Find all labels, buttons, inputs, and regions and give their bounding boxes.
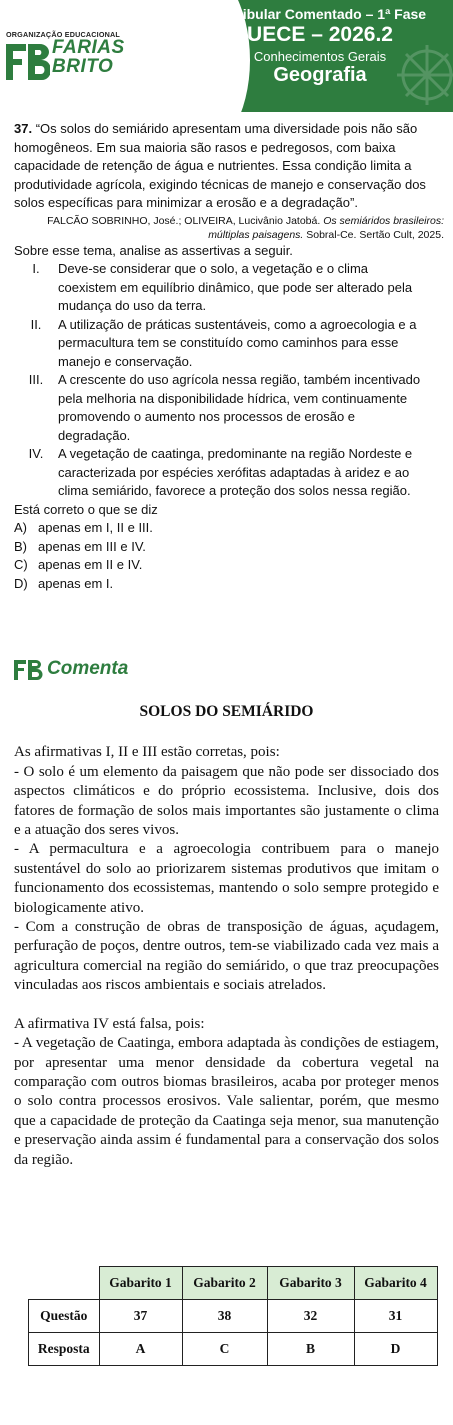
option-letter: B) <box>14 538 27 554</box>
assertion-text: A crescente do uso agrícola nessa região, também incentivado pela melhoria na disponibilidade hídrica, vem continuamente promovendo o aumento nos processos de erosão e degradação. <box>58 372 421 443</box>
table-header-row <box>29 1267 438 1300</box>
assertion-text: A vegetação de caatinga, predominante na região Nordeste e caracterizada por espécies xerófitas adaptadas à aridez e ao clima semiárido, favorece a proteção dos solos nessa região. <box>58 446 413 498</box>
logo-word-farias: FARIAS <box>52 37 125 58</box>
assertion-item <box>14 316 444 372</box>
citation-title: Os semiáridos brasileiros: múltiplas paisagens. <box>208 214 444 241</box>
citation-authors: FALCÃO SOBRINHO, José.; OLIVEIRA, Lucivânio Jatobá. <box>47 214 321 227</box>
header-titles <box>190 4 450 87</box>
page-header <box>0 0 453 112</box>
citation-publisher: Sobral-Ce. Sertão Cult, 2025. <box>306 228 444 241</box>
commentary-paragraph: - A vegetação de Caatinga, embora adaptada às condições de estiagem, por apresentar uma menor densidade da cobertura vegetal na comparação com outros biomas brasileiros, acaba por proteger menos o solo contra processos erosivos. Vale salientar, porém, que mesmo que a capacidade de proteção da Caatinga seja menor, sua manutenção e preservação ainda assim é fundamental para a conservação dos solos da região. <box>14 1035 439 1168</box>
answer-option-a <box>14 519 444 538</box>
option-letter: D) <box>14 575 28 591</box>
table-cell: 32 <box>267 1300 354 1333</box>
assertion-number: II. <box>30 316 42 332</box>
option-text: apenas em I, II e III. <box>38 520 153 535</box>
question-number: 37. <box>14 121 33 136</box>
commentary-paragraph: A afirmativa IV está falsa, pois: <box>14 1015 205 1032</box>
citation <box>14 214 444 242</box>
table-row <box>29 1333 438 1366</box>
fb-logo-icon <box>6 40 50 84</box>
option-letter: A) <box>14 520 27 535</box>
table-corner-cell <box>29 1267 100 1300</box>
assertion-item <box>14 260 444 316</box>
assertion-text: Deve-se considerar que o solo, a vegetação e o clima coexistem em equilíbrio dinâmico, que pode ser alterado pela mudança do uso da terra. <box>58 261 413 313</box>
assertion-number: IV. <box>28 446 44 461</box>
comenta-label: Comenta <box>47 658 129 679</box>
table-header-cell: Gabarito 4 <box>354 1267 437 1300</box>
table-cell: 38 <box>182 1300 267 1333</box>
table-header-cell: Gabarito 1 <box>99 1267 182 1300</box>
table-header-cell: Gabarito 2 <box>182 1267 267 1300</box>
commentary-paragraph: - A permacultura e a agroecologia contribuem para o manejo sustentável do solo ao priorizarem sistemas produtivos que imitam o funcionamento dos ecossistemas, mantendo o solo sempre protegido e biologicamente ativo. <box>14 841 439 916</box>
comenta-heading <box>14 658 214 682</box>
assertion-text: A utilização de práticas sustentáveis, como a agroecologia e a permacultura tem se constituído como caminhos para esse manejo e conservação. <box>58 316 417 369</box>
commentary-paragraph: - Com a construção de obras de transposição de águas, açudagem, perfuração de poços, dentre outros, tem-se viabilizado cada vez mais a agricultura comercial na região do semiárido, o que traz preocupações vinculadas aos riscos ambientais e sociais atrelados. <box>14 919 439 994</box>
subject-title: Geografia <box>273 64 367 86</box>
assertion-list <box>14 260 444 501</box>
table-cell: B <box>267 1333 354 1366</box>
answer-options <box>14 519 444 593</box>
table-row-label: Questão <box>29 1300 100 1333</box>
table-row <box>29 1300 438 1333</box>
assertion-item <box>14 445 444 501</box>
exam-name: Vestibular Comentado – 1ª Fase <box>213 6 427 22</box>
question-prompt: Sobre esse tema, analise as assertivas a seguir. <box>14 242 293 258</box>
logo-word-brito: BRITO <box>52 56 114 77</box>
farias-brito-logo <box>6 30 176 90</box>
commentary-paragraph: - O solo é um elemento da paisagem que não pode ser dissociado dos aspectos climáticos e do próprio ecossistema. Inclusive, dois dos fatores de formação de solos mais importantes são justamente o clima e a atuação dos seres vivos. <box>14 763 439 839</box>
paragraph-spacer <box>14 996 439 1015</box>
question-text <box>14 120 444 213</box>
answer-option-d <box>14 575 444 594</box>
logo-wordmark <box>52 38 125 76</box>
table-cell: A <box>99 1333 182 1366</box>
table-cell: D <box>354 1333 437 1366</box>
answer-key-table <box>28 1266 438 1366</box>
table-cell: C <box>182 1333 267 1366</box>
option-text: apenas em I. <box>38 575 114 591</box>
commentary-block <box>14 702 439 1170</box>
question-block <box>14 120 444 593</box>
table-header-cell: Gabarito 3 <box>267 1267 354 1300</box>
logo-tagline: ORGANIZAÇÃO EDUCACIONAL <box>6 30 121 39</box>
option-text: apenas em III e IV. <box>38 538 146 554</box>
question-stem: Está correto o que se diz <box>14 501 158 517</box>
assertion-number: I. <box>32 261 40 276</box>
exam-section: Conhecimentos Gerais <box>253 49 387 64</box>
option-text: apenas em II e IV. <box>38 557 143 572</box>
table-row-label: Resposta <box>29 1333 100 1366</box>
assertion-number: III. <box>28 372 44 387</box>
assertion-item <box>14 371 444 445</box>
exam-edition: UECE – 2026.2 <box>247 23 393 46</box>
question-quote: “Os solos do semiárido apresentam uma diversidade pois não são homogêneos. Em sua maioria são rasos e pedregosos, com baixa capacidade de retenção de água e nutrientes. Essa condição limita a produtividade agrícola, exigindo técnicas de manejo e conservação dos solos específicas para minimizar a erosão e a degradação”. <box>14 121 426 210</box>
answer-option-b <box>14 538 444 557</box>
commentary-title: SOLOS DO SEMIÁRIDO <box>139 703 314 720</box>
option-letter: C) <box>14 557 28 572</box>
answer-option-c <box>14 556 444 575</box>
commentary-paragraph: As afirmativas I, II e III estão corretas, pois: <box>14 744 280 761</box>
fb-mark-icon <box>14 660 44 680</box>
table-cell: 37 <box>99 1300 182 1333</box>
table-cell: 31 <box>354 1300 437 1333</box>
